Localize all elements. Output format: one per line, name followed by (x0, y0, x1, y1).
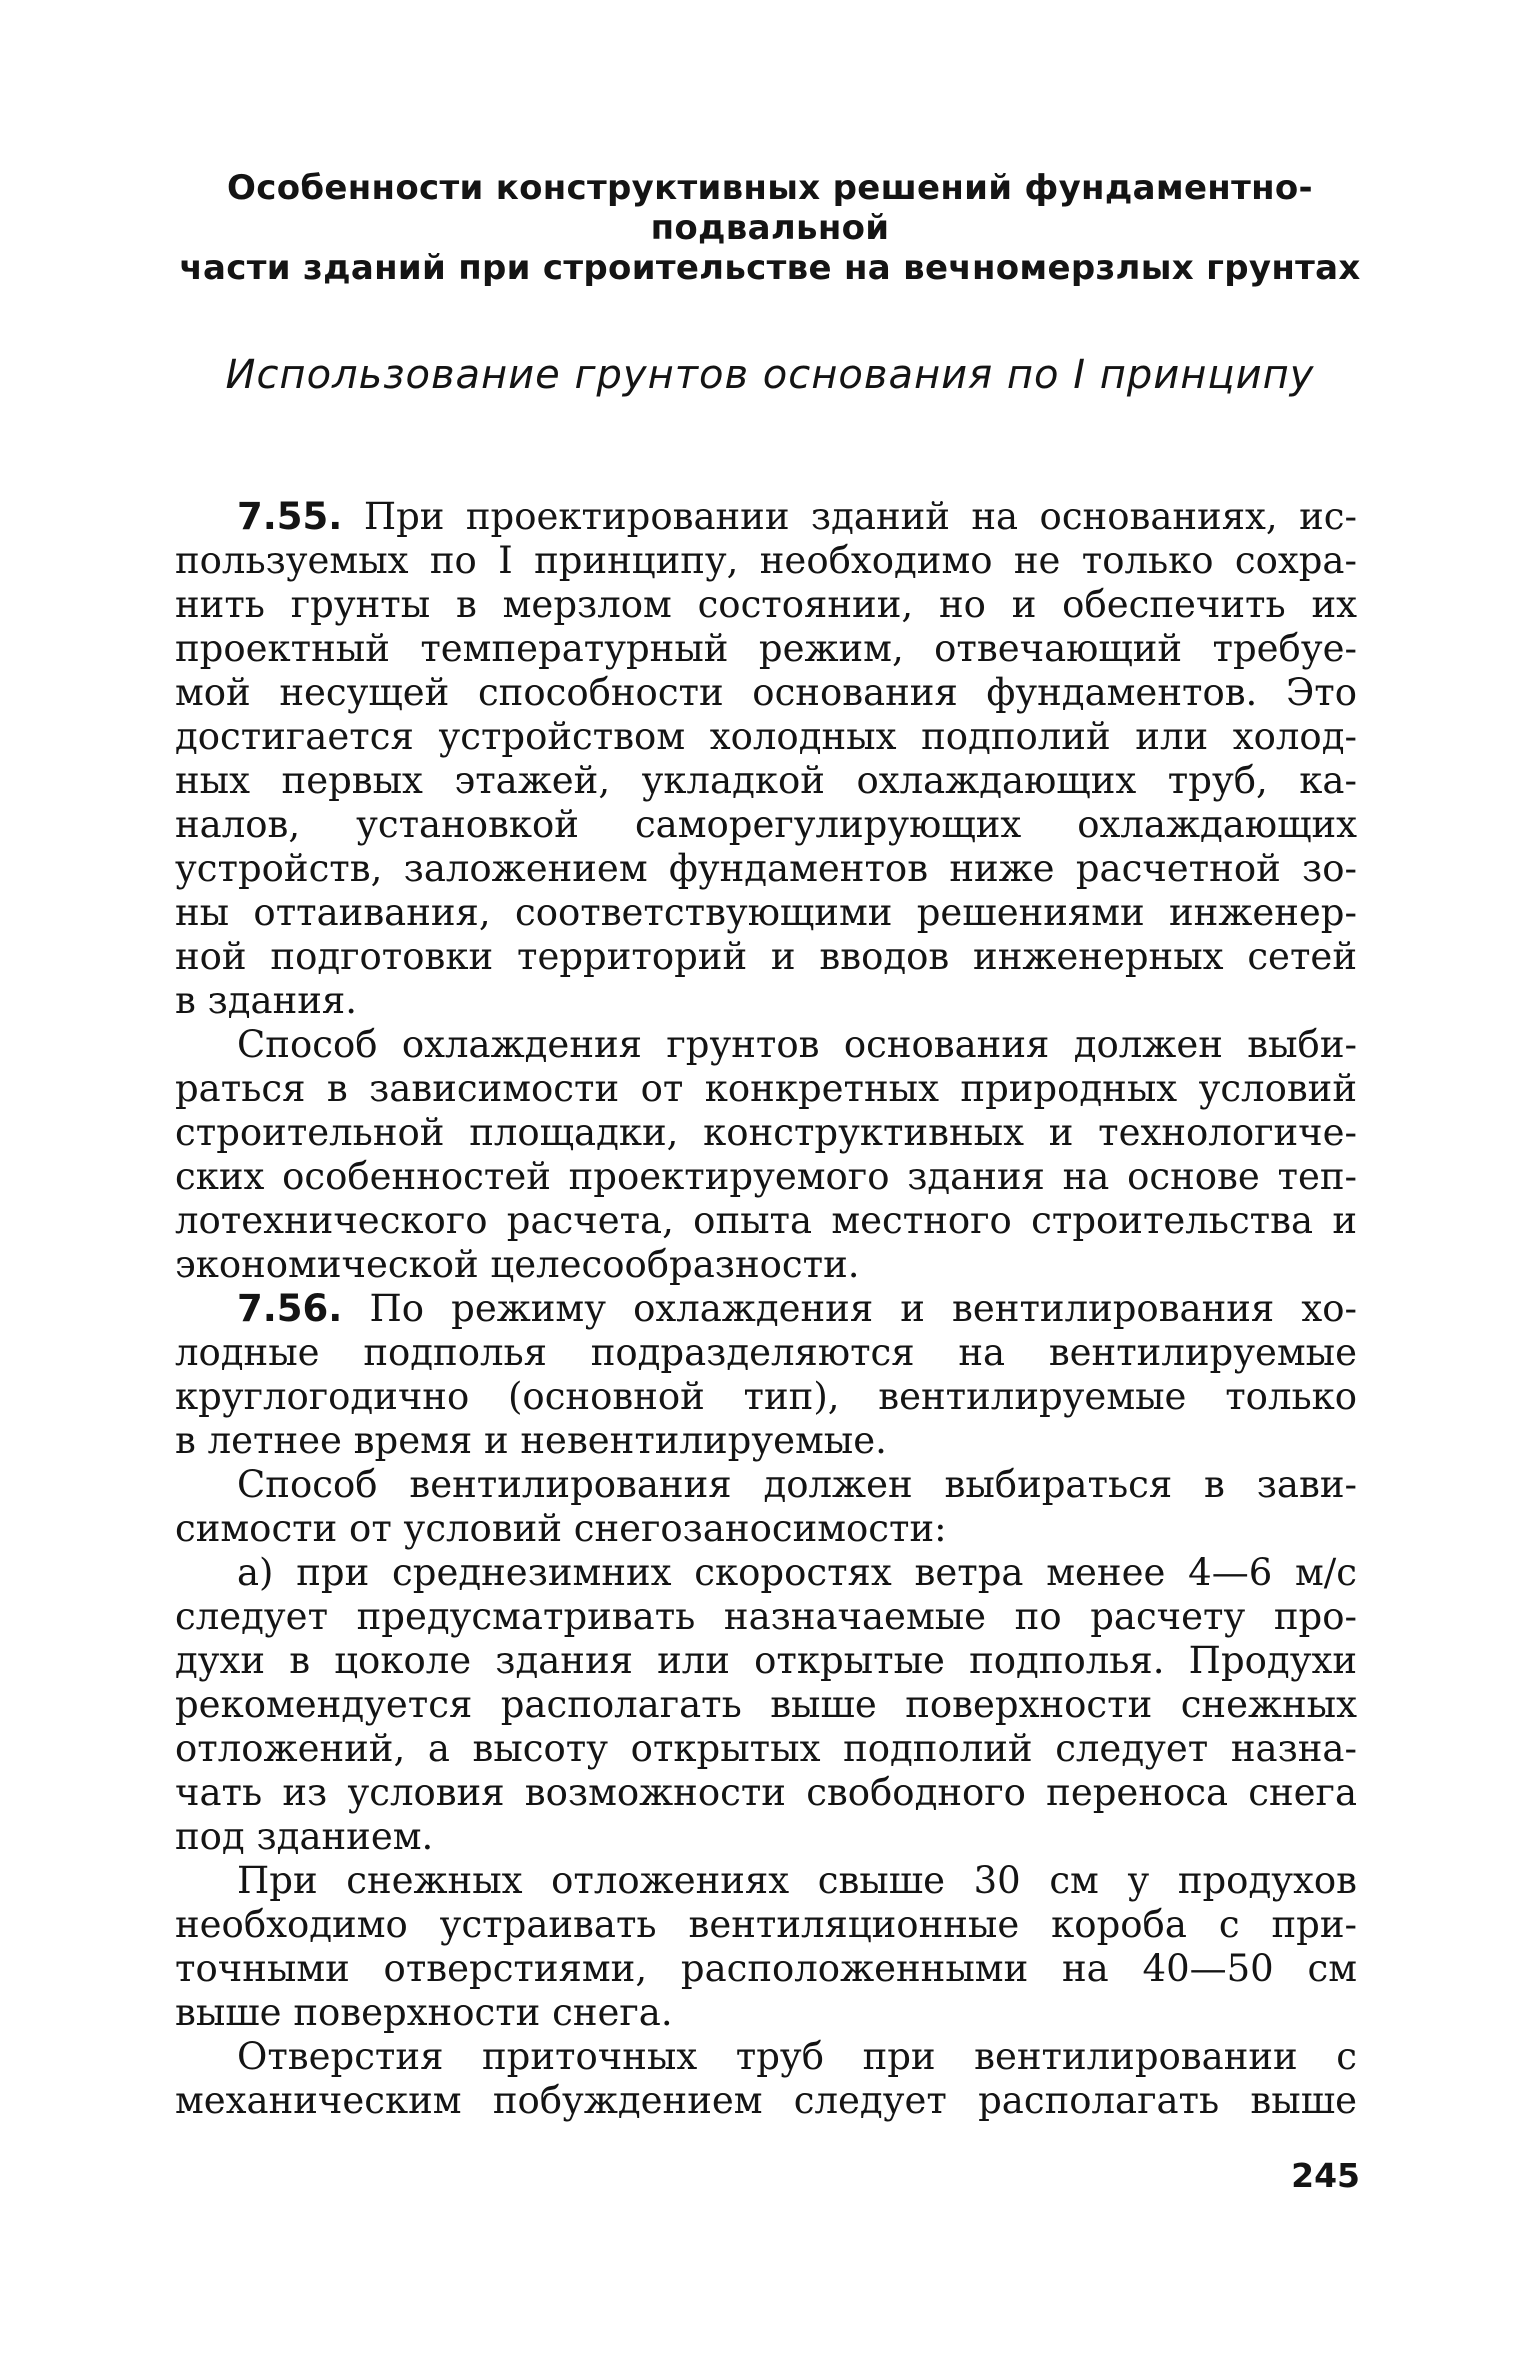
paragraph-cooling-line: лотехнического расчета, опыта местного строительства и (175, 1199, 1357, 1242)
paragraph-ventilation-line: симости от условий снегозаносимости: (175, 1507, 947, 1550)
paragraph-7-55-line: проектный температурный режим, отвечающий требуе- (175, 627, 1357, 670)
paragraph-snow-line: При снежных отложениях свыше 30 см у продухов (237, 1859, 1357, 1902)
paragraph-7-55-line: ны оттаивания, соответствующими решениями инженер- (175, 891, 1357, 934)
clause-number: 7.55. (237, 495, 343, 538)
paragraph-7-55-line: в здания. (175, 979, 358, 1022)
paragraph-cooling-line: строительной площадки, конструктивных и технологиче- (175, 1111, 1357, 1154)
paragraph-cooling-line: раться в зависимости от конкретных природных условий (175, 1067, 1357, 1110)
section-header-line: части зданий при строительстве на вечномерзлых грунтах (179, 248, 1361, 288)
paragraph-cooling-line: Способ охлаждения грунтов основания должен выби- (237, 1023, 1357, 1066)
paragraph-7-56-line: в летнее время и невентилируемые. (175, 1419, 887, 1462)
paragraph-cooling-line: экономической целесообразности. (175, 1243, 860, 1286)
paragraph-7-56-line: круглогодично (основной тип), вентилируемые только (175, 1375, 1357, 1418)
paragraph-snow-line: точными отверстиями, расположенными на 40—50 см (175, 1947, 1357, 1990)
paragraph-ventilation-line: Способ вентилирования должен выбираться в зави- (237, 1463, 1357, 1506)
paragraph-7-56-line: 7.56. По режиму охлаждения и вентилирования хо- (237, 1287, 1358, 1330)
clause-number: 7.56. (237, 1287, 343, 1330)
paragraph-openings-line: Отверстия приточных труб при вентилировании с (237, 2035, 1357, 2078)
page-number: 245 (1291, 2156, 1360, 2195)
section-header-line: Особенности конструктивных решений фундаментно-подвальной (227, 168, 1313, 248)
item-a-line: а) при среднезимних скоростях ветра менее 4—6 м/с (237, 1551, 1357, 1594)
paragraph-7-55-line: мой несущей способности основания фундаментов. Это (175, 671, 1357, 714)
paragraph-cooling-line: ских особенностей проектируемого здания на основе теп- (175, 1155, 1357, 1198)
paragraph-7-56-line: лодные подполья подразделяются на вентилируемые (175, 1331, 1357, 1374)
paragraph-7-55-line: нить грунты в мерзлом состоянии, но и обеспечить их (175, 583, 1357, 626)
paragraph-snow-line: выше поверхности снега. (175, 1991, 673, 2034)
paragraph-7-55-line: ных первых этажей, укладкой охлаждающих труб, ка- (175, 759, 1357, 802)
item-a-line: следует предусматривать назначаемые по расчету про- (175, 1595, 1357, 1638)
paragraph-7-55-line: достигается устройством холодных подполий или холод- (175, 715, 1357, 758)
section-header (120, 168, 1420, 288)
paragraph-snow-line: необходимо устраивать вентиляционные короба с при- (175, 1903, 1357, 1946)
paragraph-7-55-line: налов, установкой саморегулирующих охлаждающих (175, 803, 1357, 846)
paragraph-openings-line: механическим побуждением следует располагать выше (175, 2079, 1357, 2122)
item-a-line: отложений, а высоту открытых подполий следует назна- (175, 1727, 1357, 1770)
subsection-title: Использование грунтов основания по I принципу (225, 352, 1315, 398)
item-a-line: рекомендуется располагать выше поверхности снежных (175, 1683, 1357, 1726)
item-a-line: под зданием. (175, 1815, 434, 1858)
item-a-line: духи в цоколе здания или открытые подполья. Продухи (175, 1639, 1357, 1682)
item-a-line: чать из условия возможности свободного переноса снега (175, 1771, 1357, 1814)
paragraph-7-55-line: ной подготовки территорий и вводов инженерных сетей (175, 935, 1357, 978)
paragraph-7-55-line: устройств, заложением фундаментов ниже расчетной зо- (175, 847, 1357, 890)
paragraph-7-55-line: 7.55. При проектировании зданий на основаниях, ис- (237, 495, 1357, 538)
paragraph-7-55-line: пользуемых по I принципу, необходимо не только сохра- (175, 539, 1357, 582)
